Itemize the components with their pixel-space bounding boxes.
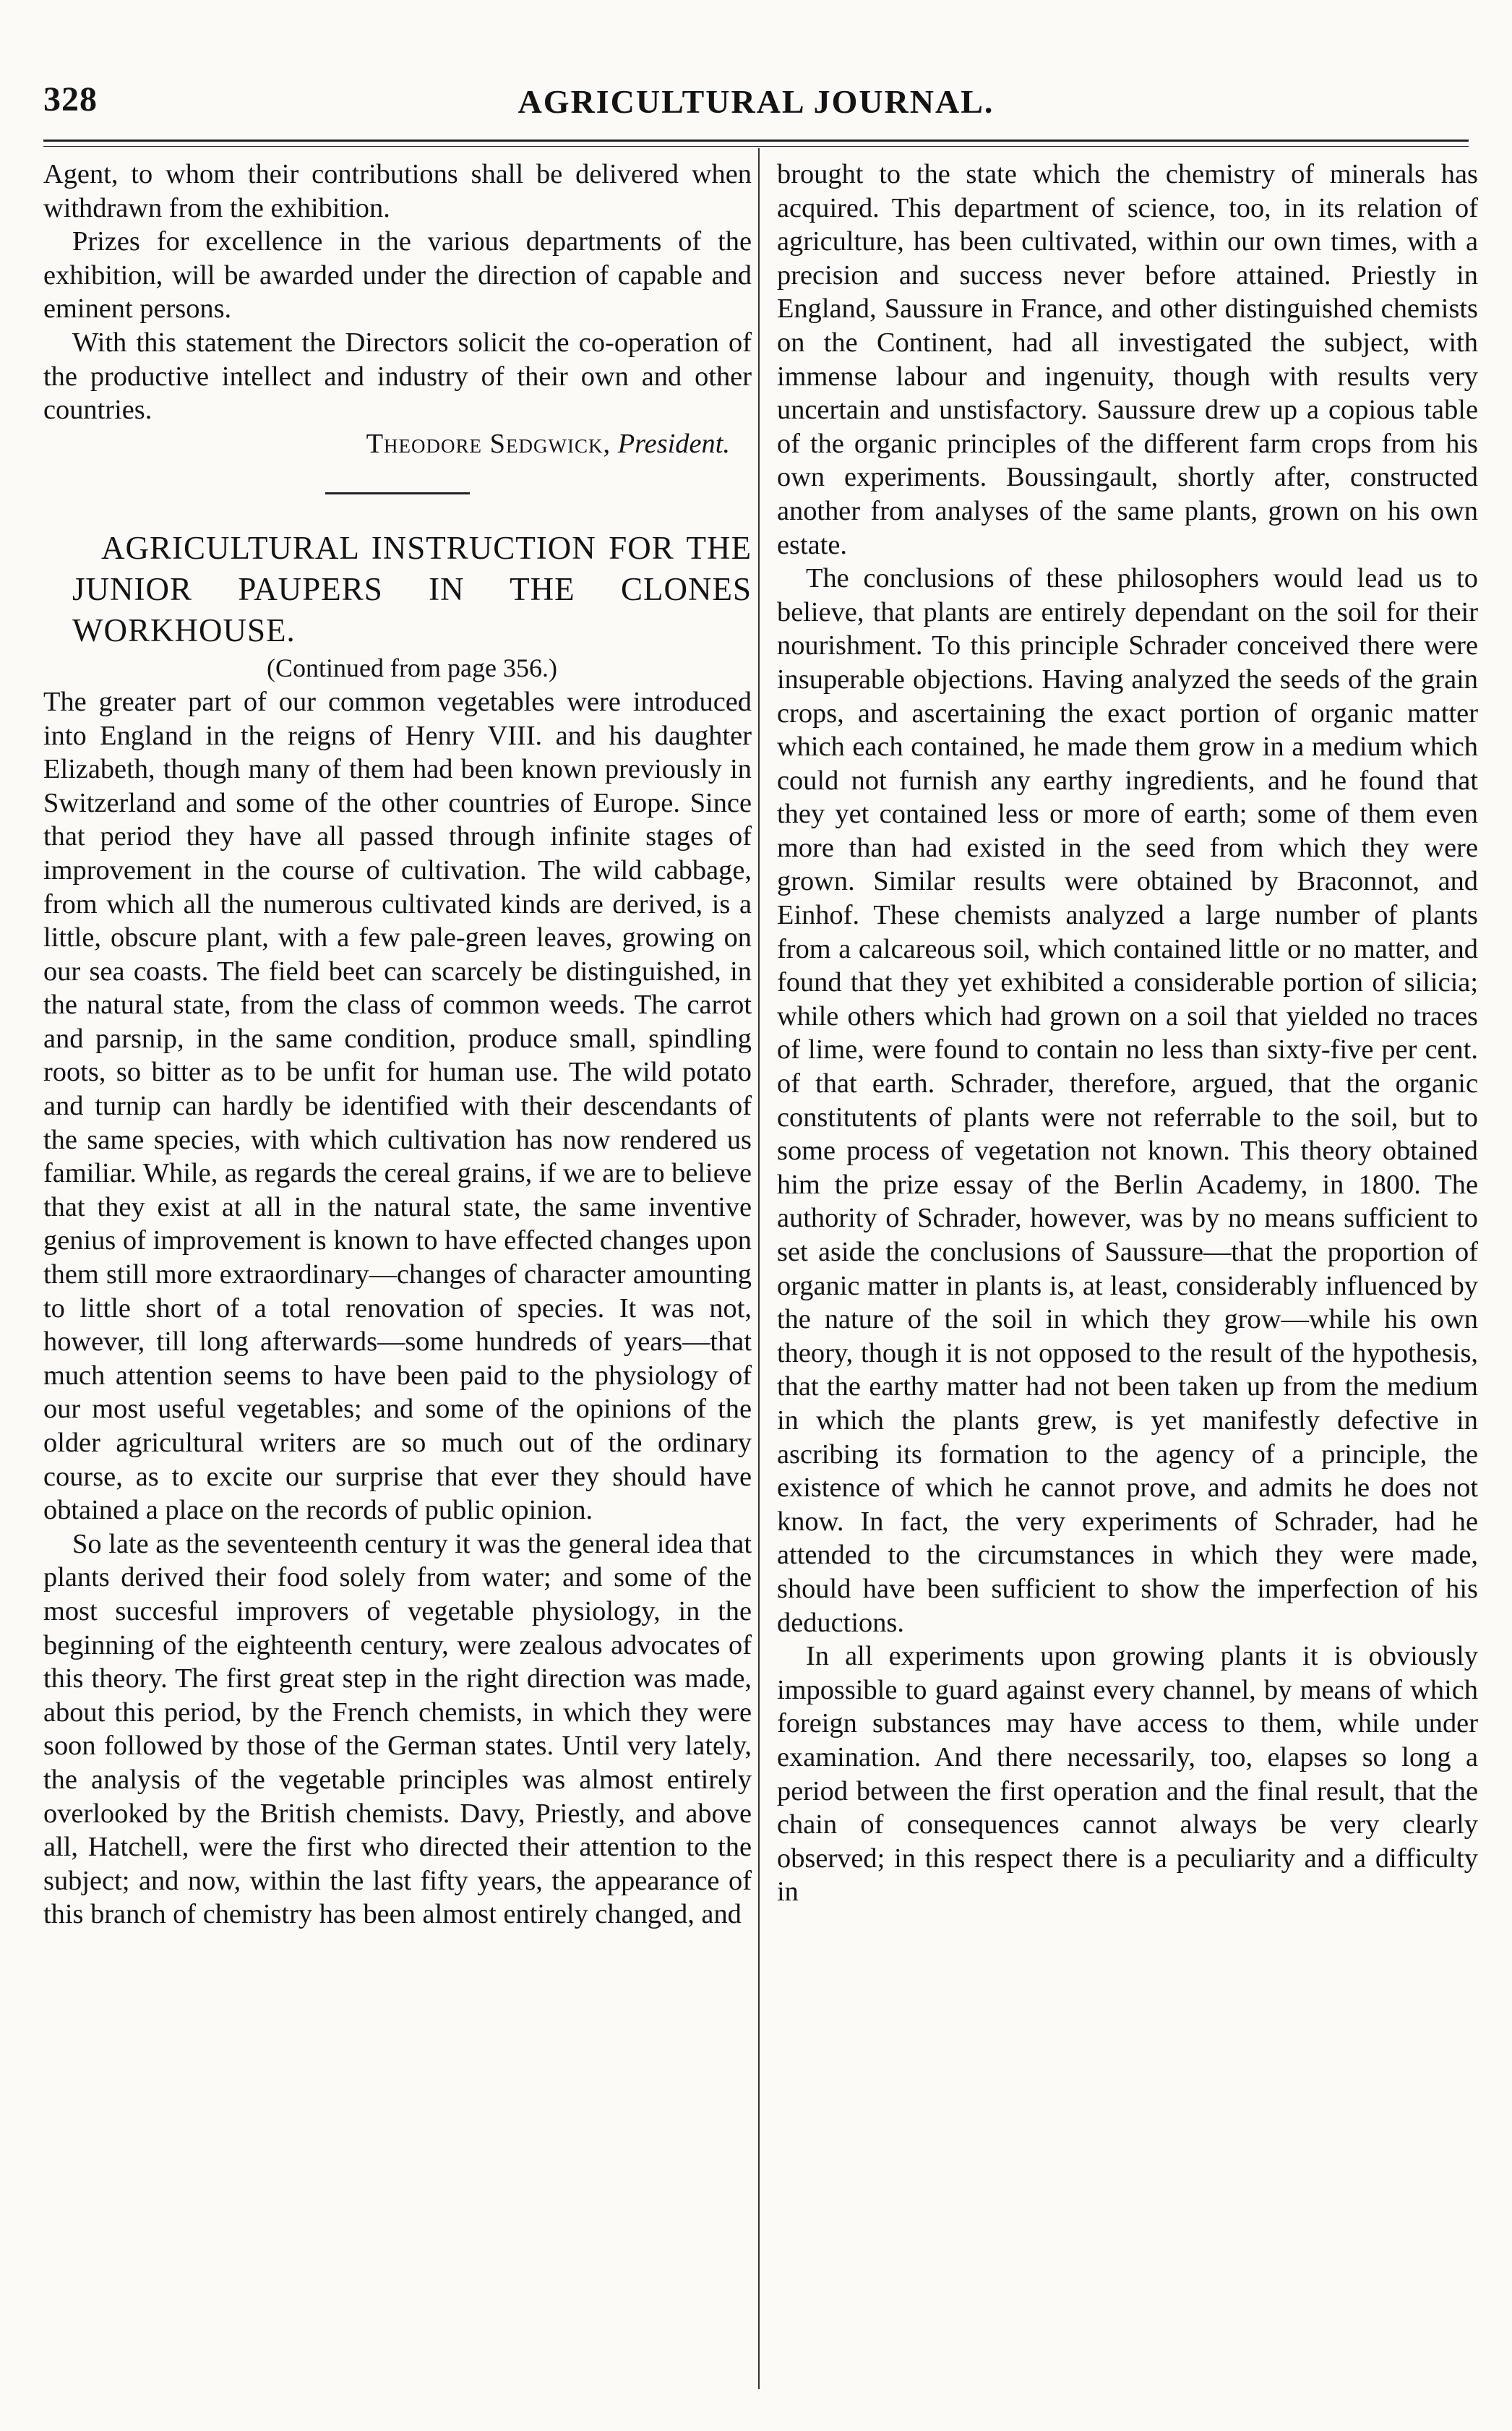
intro-paragraph: With this statement the Directors solicit the co-operation of the productive intellect and industry of their own and other countries. — [43, 327, 752, 426]
running-head: AGRICULTURAL JOURNAL. — [517, 83, 995, 120]
header-rule — [43, 140, 1469, 147]
intro-paragraph: Prizes for excellence in the various departments of the exhibition, will be awarded under the direction of capable and eminent persons. — [43, 226, 752, 325]
article-title: AGRICULTURAL INSTRUCTION FOR THE JUNIOR PAUPERS IN THE CLONES WORKHOUSE. — [72, 530, 752, 649]
page-number: 328 — [43, 80, 98, 119]
article-paragraph: brought to the state which the chemistry of minerals has acquired. This department of science, too, in its relation of agriculture, has been cultivated, within our own times, with a precision and success never before attained. Priestly in England, Saussure in France, and other distinguished chemists on the Continent, had all investigated the subject, with immense labour and ingenuity, though with results very uncertain and unstisfactory. Saussure drew up a copious table of the organic principles of the different farm crops from his own experiments. Boussingault, shortly after, constructed another from analyses of the same plants, grown on his own estate. — [777, 159, 1478, 560]
signature-name: Theodore Sedgwick, — [366, 428, 611, 459]
left-column — [43, 158, 752, 1931]
signature-title: President. — [617, 428, 730, 459]
article-paragraph: In all experiments upon growing plants it is obviously impossible to guard against every channel, by means of which foreign substances may have access to them, while under examination. And there necessarily, too, elapses so long a period between the first operation and the final result, that the chain of consequences cannot always be very clearly observed; in this respect there is a peculiarity and a difficulty in — [777, 1641, 1478, 1908]
page-header — [43, 80, 1469, 130]
article-paragraph: The greater part of our common vegetables were introduced into England in the reigns of Henry VIII. and his daughter Elizabeth, though many of them had been known previously in Switzerland and some of the other countries of Europe. Since that period they have all passed through infinite stages of improvement in the course of cultivation. The wild cabbage, from which all the numerous cultivated kinds are derived, is a little, obscure plant, with a few pale-green leaves, growing on our sea coasts. The field beet can scarcely be distinguished, in the natural state, from the class of common weeds. The carrot and parsnip, in the same condition, produce small, spindling roots, so bitter as to be unfit for human use. The wild potato and turnip can hardly be identified with their descendants of the same species, with which cultivation has now rendered us familiar. While, as regards the cereal grains, if we are to believe that they exist at all in the natural state, the same inventive genius of improvement is known to have effected changes upon them still more extraordinary—changes of character amounting to little short of a total renovation of species. It was not, however, till long afterwards—some hundreds of years—that much attention seems to have been paid to the physiology of our most useful vegetables; and some of the opinions of the older agricultural writers are so much out of the ordinary course, as to excite our surprise that ever they should have obtained a place on the records of public opinion. — [43, 686, 752, 1526]
signature — [43, 427, 752, 461]
right-column — [777, 158, 1478, 1909]
continued-note: (Continued from page 356.) — [267, 653, 557, 683]
section-divider-rule — [325, 492, 470, 494]
column-divider — [758, 148, 760, 2389]
intro-paragraph: Agent, to whom their contributions shall be delivered when withdrawn from the exhibition. — [43, 159, 752, 223]
article-paragraph: The conclusions of these philosophers would lead us to believe, that plants are entirely dependant on the soil for their nourishment. To this principle Schrader conceived there were insuperable objections. Having analyzed the seeds of the grain crops, and ascertaining the exact portion of organic matter which each contained, he made them grow in a medium which could not furnish any earthy ingredients, and he found that they yet contained less or more of earth; some of them even more than had existed in the seed from which they were grown. Similar results were obtained by Braconnot, and Einhof. These chemists analyzed a large number of plants from a calcareous soil, which contained little or no matter, and found that they yet exhibited a considerable portion of silicia; while others which had grown on a soil that yielded no traces of lime, were found to contain no less than sixty-five per cent. of that earth. Schrader, therefore, argued, that the organic constitutents of plants were not referrable to the soil, but to some process of vegetation not known. This theory obtained him the prize essay of the Berlin Academy, in 1800. The authority of Schrader, however, was by no means sufficient to set aside the conclusions of Saussure—that the proportion of organic matter in plants is, at least, considerably influenced by the nature of the soil in which they grow—while his own theory, though it is not opposed to the result of the hypothesis, that the earthy matter had not been taken up from the medium in which the plants grew, is yet manifestly defective in ascribing its formation to the agency of a principle, the existence of which he cannot prove, and admits he does not know. In fact, the very experiments of Schrader, had he attended to the circumstances in which they were made, should have been sufficient to show the imperfection of his deductions. — [777, 563, 1478, 1638]
article-paragraph: So late as the seventeenth century it was the general idea that plants derived their food solely from water; and some of the most succesful improvers of vegetable physiology, in the beginning of the eighteenth century, were zealous advocates of this theory. The first great step in the right direction was made, about this period, by the French chemists, in which they were soon followed by those of the German states. Until very lately, the analysis of the vegetable principles was almost entirely overlooked by the British chemists. Davy, Priestly, and above all, Hatchell, were the first who directed their attention to the subject; and now, within the last fifty years, the appearance of this branch of chemistry has been almost entirely changed, and — [43, 1528, 752, 1930]
